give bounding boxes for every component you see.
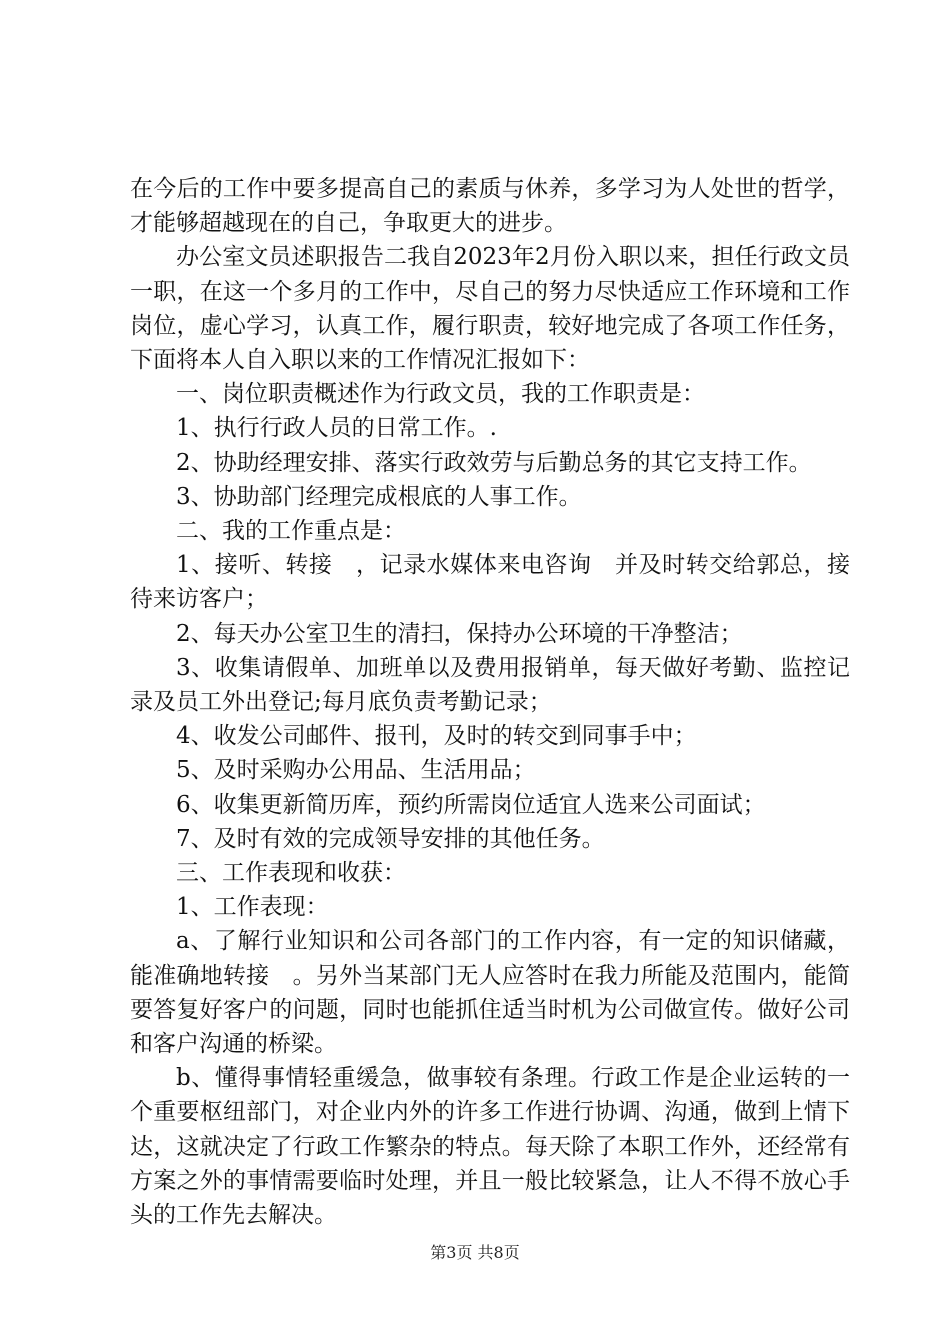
list-item: 6、收集更新简历库，预约所需岗位适宜人选来公司面试； <box>176 791 766 818</box>
section-heading: 二、我的工作重点是： <box>176 518 406 545</box>
list-item: 3、收集请假单、加班单以及费用报销单，每天做好考勤、监控记录及员工外出登记;每月底负责考勤记录； <box>130 654 850 716</box>
page-number: 第3页 共8页 <box>430 1243 520 1262</box>
list-item: 3、协助部门经理完成根底的人事工作。 <box>176 483 582 510</box>
document-body <box>130 172 850 1232</box>
page-footer <box>0 1240 950 1263</box>
list-item: 7、及时有效的完成领导安排的其他任务。 <box>176 825 605 852</box>
list-item: 1、接听、转接 ，记录水媒体来电咨询 并及时转交给郭总，接待来访客户； <box>130 552 850 613</box>
paragraph: a、了解行业知识和公司各部门的工作内容，有一定的知识储藏，能准确地转接 。另外当某部门无人应答时在我力所能及范围内，能简要答复好客户的问题，同时也能抓住适当时机为公司做宣传。做好公司和客户沟通的桥梁。 <box>130 928 850 1058</box>
subsection-heading: 1、工作表现： <box>176 894 329 921</box>
list-item: 4、收发公司邮件、报刊，及时的转交到同事手中； <box>176 723 697 750</box>
list-item: 2、协助经理安排、落实行政效劳与后勤总务的其它支持工作。 <box>176 449 812 476</box>
paragraph: 在今后的工作中要多提高自己的素质与休养，多学习为人处世的哲学，才能够超越现在的自己，争取更大的进步。 <box>130 176 850 237</box>
section-heading: 一、岗位职责概述作为行政文员，我的工作职责是： <box>176 381 705 408</box>
list-item: 1、执行行政人员的日常工作。. <box>176 415 497 442</box>
paragraph: 办公室文员述职报告二我自2023年2月份入职以来，担任行政文员一职，在这一个多月的工作中，尽自己的努力尽快适应工作环境和工作岗位，虚心学习，认真工作，履行职责，较好地完成了各项工作任务，下面将本人自入职以来的工作情况汇报如下： <box>130 244 850 374</box>
list-item: 2、每天办公室卫生的清扫，保持办公环境的干净整洁； <box>176 620 743 647</box>
list-item: 5、及时采购办公用品、生活用品； <box>176 757 536 784</box>
section-heading: 三、工作表现和收获： <box>176 860 406 887</box>
paragraph: b、懂得事情轻重缓急，做事较有条理。行政工作是企业运转的一个重要枢纽部门，对企业内外的许多工作进行协调、沟通，做到上情下达，这就决定了行政工作繁杂的特点。每天除了本职工作外，还经常有方案之外的事情需要临时处理，并且一般比较紧急，让人不得不放心手头的工作先去解决。 <box>130 1065 850 1229</box>
